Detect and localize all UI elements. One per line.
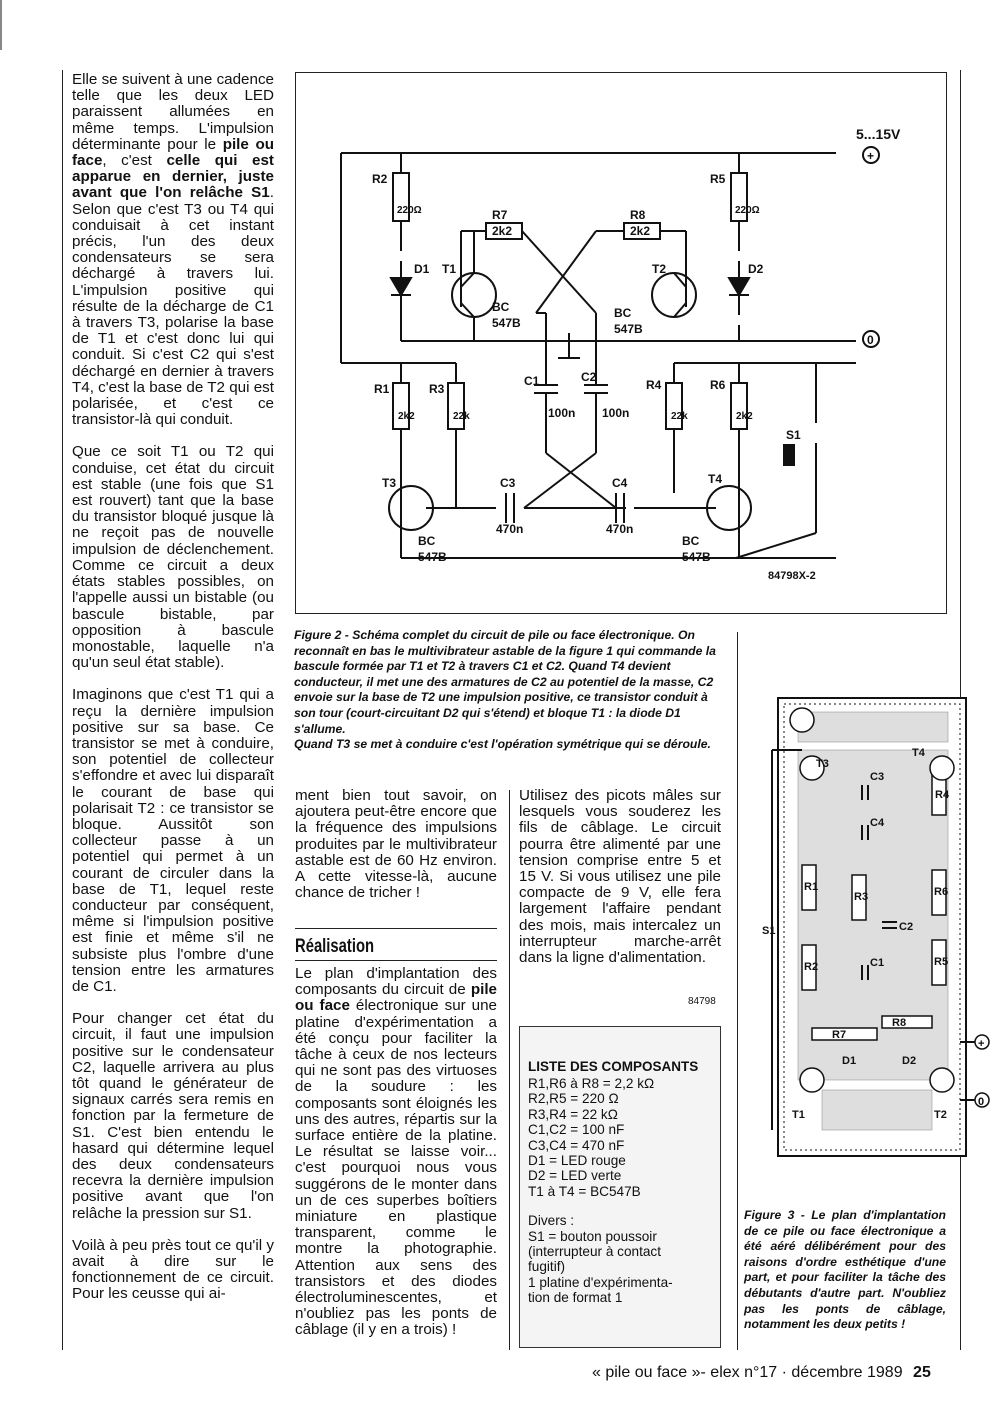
- divers-title: Divers :: [528, 1213, 575, 1229]
- t3-label: T3: [382, 476, 397, 490]
- divers-line: (interrupteur à contact: [528, 1244, 661, 1260]
- r8-label: R8: [630, 208, 646, 222]
- left-margin-rule: [0, 0, 2, 50]
- layout-r6-label: R6: [934, 886, 949, 898]
- zero-terminal-label: 0: [867, 333, 874, 347]
- figure-3-caption: Figure 3 - Le plan d'implantation de ce pile ou face électronique a été aéré délibérément pour des raisons d'ordre esthétique d'une part, et pour faciliter la tâche des débutants d'autre part. N'oubliez pas les ponts de câblage, notamment les deux petits !: [744, 1208, 946, 1332]
- col1-paragraph-5: Voilà à peu près tout ce qu'il y avait à dire sur le fonctionnement de ce circuit. Pour les ceusse qui ai-: [72, 1236, 274, 1303]
- board-layout-figure: [742, 690, 992, 1170]
- r2-value: 220Ω: [397, 205, 422, 216]
- parts-line: D2 = LED verte: [528, 1168, 622, 1184]
- layout-t1-label: T1: [792, 1109, 805, 1121]
- column-rule-3: [737, 632, 738, 1350]
- divers-line: fugitif): [528, 1259, 566, 1275]
- t3-type-value: 547B: [418, 550, 447, 564]
- column-2-text: [295, 788, 497, 917]
- section-heading: Réalisation: [295, 936, 375, 957]
- layout-c2-label: C2: [899, 921, 914, 933]
- col1-paragraph-1: Elle se suivent à une cadence telle que les deux LED paraissent allumées en même temps. L'impulsion déterminante pour le pile ou face, c'est celle qui est apparue en dernier, juste avant que l'on relâche S1. Selon que c'est T3 ou T4 qui conduisait à cet instant précis, l'un des deux condensateurs se sera déchargé à travers lui. L'impulsion positive qui résulte de la décharge de C1 à travers T3, polarise la base de T1 et c'est donc lui qui conduit. Si c'est C2 qui s'est déchargé en dernier à travers T4, c'est la base de T2 qui est polarisée, et c'est ce transistor-là qui conduit.: [72, 71, 275, 429]
- col1-paragraph-4: Pour changer cet état du circuit, il faut une impulsion positive sur le condensateur C2, laquelle arrivera au plus tôt quand le générateur de signaux carrés sera remis en fonction par la fermeture de S1. C'est bien entendu le hasard qui détermine lequel des deux condensateurs recevra la dernière impulsion positive avant que l'on relâche la pression sur S1.: [72, 1010, 274, 1222]
- t2-type-label: BC: [614, 306, 632, 320]
- r3-value: 22k: [453, 411, 470, 422]
- column-rule-2: [509, 790, 510, 1350]
- board-layout-diagram: [742, 690, 992, 1170]
- layout-r4-label: R4: [935, 789, 950, 801]
- col3-paragraph-1: Utilisez des picots mâles sur lesquels vous souderez les fils de câblage. Le circuit pourra être alimenté par une tension comprise entre 5 et 15 V. Si vous utilisez une pile compacte de 9 V, elle fera largement l'affaire pendant des mois, mais intercalez un interrupteur marche-arrêt dans la ligne d'alimentation.: [519, 787, 721, 967]
- parts-line: C3,C4 = 470 nF: [528, 1137, 625, 1153]
- col1-paragraph-3: Imaginons que c'est T1 qui a reçu la dernière impulsion positive sur sa base. Ce transistor se met à conduire, son potentiel de collecteur s'effondre et avec lui disparaît le courant de base qui polarisait T2 : ce transistor se bloque. Aussitôt son collecteur passe à un potentiel qui permet à un courant de circuler dans la base de T1, lequel reste conducteur par conséquent, même si l'impulsion positive est finie et même s'il ne subsiste plus l'ombre d'une tension entre les armatures de C1.: [72, 686, 274, 995]
- c4-label: C4: [612, 476, 628, 490]
- col2-paragraph-1: ment bien tout savoir, on ajoutera peut-être encore que la fréquence des impulsions produites par le multivibrateur astable est de 60 Hz environ. A cette vitesse-là, aucune chance de tricher !: [295, 787, 497, 902]
- parts-line: R1,R6 à R8 = 2,2 kΩ: [528, 1076, 655, 1091]
- footer-text: « pile ou face »- elex n°17 · décembre 1989: [592, 1364, 903, 1381]
- article-ref: 84798: [688, 996, 716, 1007]
- divers-line: S1 = bouton poussoir: [528, 1228, 657, 1244]
- layout-r5-label: R5: [934, 956, 949, 968]
- c1-label: C1: [524, 374, 540, 388]
- section-rule-bottom: [295, 960, 497, 961]
- page-footer: [592, 1364, 931, 1382]
- t2-type-value: 547B: [614, 322, 643, 336]
- c3-value: 470n: [496, 522, 524, 536]
- divers-line: 1 platine d'expérimenta-: [528, 1274, 673, 1290]
- divers-line: tion de format 1: [528, 1290, 623, 1306]
- r6-label: R6: [710, 378, 726, 392]
- col1-paragraph-2: Que ce soit T1 ou T2 qui conduise, cet état du circuit est stable (une fois que S1 est rouvert) tant que la base du transistor bloqué jusque là ne reçoit pas de nouvelle impulsion de déclenchement. Comme ce circuit a deux états stables possibles, on l'appelle aussi un bistable (ou bascule bistable, par opposition à bascule monostable, laquelle n'a qu'un seul état stable).: [72, 443, 274, 672]
- parts-line: C1,C2 = 100 nF: [528, 1122, 625, 1138]
- r5-value: 220Ω: [735, 205, 760, 216]
- layout-r8-label: R8: [892, 1017, 907, 1029]
- plus-terminal-label: +: [867, 149, 875, 163]
- parts-line: T1 à T4 = BC547B: [528, 1183, 641, 1199]
- layout-s1-label: S1: [762, 925, 776, 937]
- column-rule-1: [62, 70, 63, 1350]
- parts-list-box: [519, 1026, 721, 1348]
- t3-type-label: BC: [418, 534, 436, 548]
- t4-type-label: BC: [682, 534, 700, 548]
- layout-plus-label: +: [978, 1038, 985, 1050]
- t4-type-value: 547B: [682, 550, 711, 564]
- t1-type-label: BC: [492, 300, 510, 314]
- layout-t3-label: T3: [816, 758, 829, 770]
- layout-c4-label: C4: [870, 817, 885, 829]
- layout-r3-label: R3: [854, 891, 869, 903]
- layout-d1-label: D1: [842, 1055, 857, 1067]
- schematic-ref: 84798X-2: [768, 570, 816, 582]
- layout-c1-label: C1: [870, 957, 885, 969]
- page-number: 25: [913, 1364, 931, 1381]
- section-rule: [295, 928, 497, 929]
- parts-line: D1 = LED rouge: [528, 1153, 626, 1169]
- layout-r2-label: R2: [804, 961, 819, 973]
- c2-label: C2: [581, 370, 597, 384]
- schematic-figure: [295, 72, 947, 614]
- d1-label: D1: [414, 262, 430, 276]
- t1-label: T1: [442, 262, 457, 276]
- layout-zero-label: 0: [978, 1096, 985, 1108]
- r1-label: R1: [374, 382, 390, 396]
- c4-value: 470n: [606, 522, 634, 536]
- r3-label: R3: [429, 382, 445, 396]
- supply-voltage-label: 5...15V: [856, 126, 901, 142]
- parts-line: R2,R5 = 220 Ω: [528, 1091, 619, 1107]
- c1-value: 100n: [548, 406, 576, 420]
- parts-line: R3,R4 = 22 kΩ: [528, 1106, 618, 1122]
- t2-label: T2: [652, 262, 667, 276]
- r4-value: 22k: [671, 411, 688, 422]
- r6-value: 2k2: [736, 411, 753, 422]
- column-1-text: [72, 72, 274, 1319]
- column-3-text: [519, 788, 721, 982]
- layout-t4-label: T4: [912, 747, 925, 759]
- c3-label: C3: [500, 476, 516, 490]
- s1-label: S1: [786, 428, 801, 442]
- figure-2-caption: Figure 2 - Schéma complet du circuit de pile ou face électronique. On reconnaît en bas le multivibrateur astable de la figure 1 qui commande la bascule formée par T1 et T2 à travers C1 et C2. Quand T4 devient conducteur, il met une des armatures de C2 au potentiel de la masse, C2 envoie sur la base de T2 une impulsion positive, ce transistor conduit à son tour (court-circuitant D2 qui s'étend) et bloque T1 : la diode D1 s'allume. Quand T3 se met à conduire c'est l'opération symétrique qui se déroule.: [294, 628, 716, 752]
- t4-label: T4: [708, 472, 723, 486]
- r4-label: R4: [646, 378, 662, 392]
- c2-value: 100n: [602, 406, 630, 420]
- d2-label: D2: [748, 262, 764, 276]
- r2-label: R2: [372, 172, 388, 186]
- schematic-diagram: [296, 73, 946, 613]
- column-2-text-b: [295, 966, 497, 1355]
- col2-paragraph-2: Le plan d'implantation des composants du circuit de pile ou face électronique sur une platine d'expérimentation a été conçu pour faciliter la tâche à ceux de nos lecteurs qui ne sont pas des virtuoses de la soudure : les composants sont éloignés les uns des autres, répartis sur la surface entière de la platine. Le résultat se laisse voir... c'est pourquoi nous vous suggérons de le monter dans un de ces superbes boîtiers miniature en plastique transparent, comme le montre la photographie. Attention aux sens des transistors et des diodes électroluminescentes, et n'oubliez pas les ponts de câblage (il y en a trois) !: [295, 965, 498, 1339]
- t1-type-value: 547B: [492, 316, 521, 330]
- layout-t2-label: T2: [934, 1109, 947, 1121]
- r8-value: 2k2: [630, 224, 651, 238]
- layout-d2-label: D2: [902, 1055, 917, 1067]
- parts-list-title: LISTE DES COMPOSANTS: [528, 1059, 699, 1074]
- r7-value: 2k2: [492, 224, 513, 238]
- r7-label: R7: [492, 208, 508, 222]
- layout-r1-label: R1: [804, 881, 819, 893]
- r1-value: 2k2: [398, 411, 415, 422]
- r5-label: R5: [710, 172, 726, 186]
- layout-c3-label: C3: [870, 771, 885, 783]
- layout-r7-label: R7: [832, 1029, 847, 1041]
